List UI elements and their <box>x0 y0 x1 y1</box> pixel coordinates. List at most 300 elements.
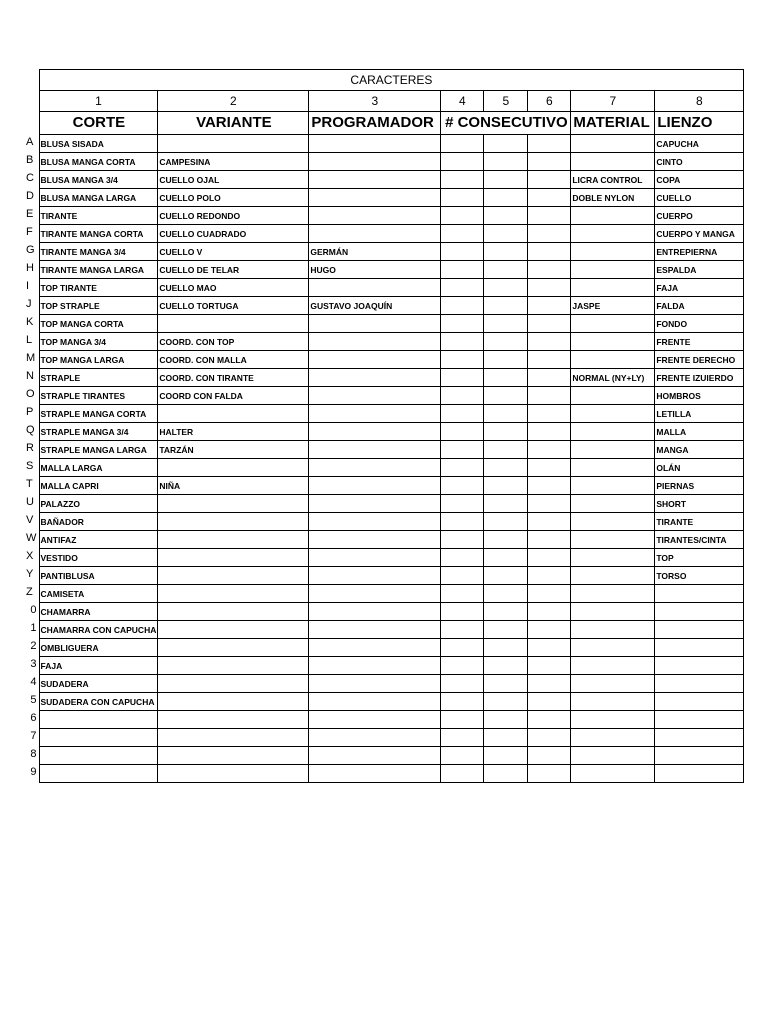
cell-consecutivo-5 <box>484 153 528 171</box>
row-key: Y <box>25 567 39 585</box>
cell-consecutivo-4 <box>441 405 484 423</box>
row-key: T <box>25 477 39 495</box>
table-row <box>25 279 744 297</box>
cell-material <box>571 711 655 729</box>
cell-consecutivo-5 <box>484 711 528 729</box>
row-key: 9 <box>25 765 39 783</box>
cell-lienzo <box>655 675 744 693</box>
cell-lienzo: FRENTE IZUIERDO <box>655 369 744 387</box>
table-row <box>25 171 744 189</box>
cell-consecutivo-6 <box>528 765 571 783</box>
cell-corte: MALLA LARGA <box>39 459 158 477</box>
cell-consecutivo-4 <box>441 369 484 387</box>
cell-corte: BLUSA SISADA <box>39 135 158 153</box>
cell-consecutivo-6 <box>528 549 571 567</box>
cell-lienzo <box>655 693 744 711</box>
cell-corte: STRAPLE MANGA LARGA <box>39 441 158 459</box>
cell-corte: TIRANTE <box>39 207 158 225</box>
table-row <box>25 405 744 423</box>
cell-consecutivo-4 <box>441 603 484 621</box>
cell-lienzo: MALLA <box>655 423 744 441</box>
cell-corte: MALLA CAPRI <box>39 477 158 495</box>
cell-programador <box>309 315 441 333</box>
cell-corte: BLUSA MANGA LARGA <box>39 189 158 207</box>
table-row <box>25 225 744 243</box>
row-key: 6 <box>25 711 39 729</box>
cell-corte: TIRANTE MANGA 3/4 <box>39 243 158 261</box>
cell-variante: COORD. CON TIRANTE <box>158 369 309 387</box>
cell-consecutivo-6 <box>528 333 571 351</box>
cell-material <box>571 207 655 225</box>
row-key: G <box>25 243 39 261</box>
cell-consecutivo-4 <box>441 189 484 207</box>
cell-material <box>571 261 655 279</box>
cell-consecutivo-5 <box>484 189 528 207</box>
header-corte: CORTE <box>39 112 158 135</box>
table-row <box>25 549 744 567</box>
cell-variante: CUELLO MAO <box>158 279 309 297</box>
cell-corte: VESTIDO <box>39 549 158 567</box>
cell-programador <box>309 441 441 459</box>
cell-consecutivo-4 <box>441 621 484 639</box>
table-row <box>25 477 744 495</box>
table-row <box>25 495 744 513</box>
cell-variante: COORD. CON MALLA <box>158 351 309 369</box>
table-row <box>25 459 744 477</box>
cell-programador <box>309 135 441 153</box>
table-row <box>25 729 744 747</box>
cell-programador <box>309 423 441 441</box>
cell-lienzo: TIRANTE <box>655 513 744 531</box>
cell-lienzo: HOMBROS <box>655 387 744 405</box>
cell-variante <box>158 315 309 333</box>
cell-lienzo: FONDO <box>655 315 744 333</box>
cell-programador <box>309 171 441 189</box>
cell-corte: STRAPLE MANGA 3/4 <box>39 423 158 441</box>
table-row <box>25 585 744 603</box>
row-key: 4 <box>25 675 39 693</box>
cell-programador <box>309 549 441 567</box>
cell-programador <box>309 657 441 675</box>
cell-corte: SUDADERA CON CAPUCHA <box>39 693 158 711</box>
header-programador: PROGRAMADOR <box>309 112 441 135</box>
cell-material: DOBLE NYLON <box>571 189 655 207</box>
cell-corte: TOP MANGA 3/4 <box>39 333 158 351</box>
table-row <box>25 423 744 441</box>
cell-consecutivo-4 <box>441 657 484 675</box>
cell-lienzo: FALDA <box>655 297 744 315</box>
row-key: P <box>25 405 39 423</box>
cell-consecutivo-4 <box>441 297 484 315</box>
cell-lienzo <box>655 729 744 747</box>
cell-consecutivo-6 <box>528 603 571 621</box>
cell-consecutivo-5 <box>484 675 528 693</box>
column-number: 6 <box>528 91 571 112</box>
cell-material <box>571 765 655 783</box>
header-variante: VARIANTE <box>158 112 309 135</box>
cell-material <box>571 333 655 351</box>
cell-consecutivo-5 <box>484 351 528 369</box>
cell-corte: TOP MANGA CORTA <box>39 315 158 333</box>
column-number: 3 <box>309 91 441 112</box>
cell-material <box>571 621 655 639</box>
table-row <box>25 765 744 783</box>
table-row <box>25 531 744 549</box>
cell-lienzo: FAJA <box>655 279 744 297</box>
row-key: I <box>25 279 39 297</box>
cell-variante: HALTER <box>158 423 309 441</box>
cell-variante <box>158 495 309 513</box>
row-key: D <box>25 189 39 207</box>
cell-lienzo: SHORT <box>655 495 744 513</box>
cell-consecutivo-5 <box>484 459 528 477</box>
cell-material <box>571 639 655 657</box>
cell-consecutivo-4 <box>441 153 484 171</box>
cell-material <box>571 243 655 261</box>
cell-material <box>571 459 655 477</box>
cell-variante <box>158 657 309 675</box>
cell-consecutivo-4 <box>441 135 484 153</box>
cell-consecutivo-5 <box>484 315 528 333</box>
cell-consecutivo-5 <box>484 171 528 189</box>
table-row <box>25 441 744 459</box>
cell-lienzo: CINTO <box>655 153 744 171</box>
cell-consecutivo-5 <box>484 243 528 261</box>
cell-consecutivo-4 <box>441 261 484 279</box>
row-key: 0 <box>25 603 39 621</box>
cell-consecutivo-5 <box>484 261 528 279</box>
cell-variante: COORD. CON TOP <box>158 333 309 351</box>
cell-consecutivo-6 <box>528 153 571 171</box>
cell-variante: CUELLO POLO <box>158 189 309 207</box>
row-key: B <box>25 153 39 171</box>
cell-lienzo: OLÁN <box>655 459 744 477</box>
cell-variante <box>158 693 309 711</box>
cell-consecutivo-5 <box>484 603 528 621</box>
cell-programador <box>309 621 441 639</box>
cell-corte: TOP TIRANTE <box>39 279 158 297</box>
table-row <box>25 153 744 171</box>
cell-lienzo <box>655 765 744 783</box>
cell-lienzo: MANGA <box>655 441 744 459</box>
column-number: 4 <box>441 91 484 112</box>
cell-corte: STRAPLE TIRANTES <box>39 387 158 405</box>
column-number: 5 <box>484 91 528 112</box>
cell-programador <box>309 639 441 657</box>
cell-consecutivo-4 <box>441 351 484 369</box>
cell-corte <box>39 729 158 747</box>
row-key: J <box>25 297 39 315</box>
cell-consecutivo-5 <box>484 405 528 423</box>
cell-variante <box>158 135 309 153</box>
cell-consecutivo-4 <box>441 315 484 333</box>
cell-consecutivo-6 <box>528 279 571 297</box>
cell-corte: CHAMARRA <box>39 603 158 621</box>
row-key: U <box>25 495 39 513</box>
cell-material <box>571 603 655 621</box>
cell-consecutivo-4 <box>441 549 484 567</box>
cell-material <box>571 531 655 549</box>
cell-consecutivo-4 <box>441 711 484 729</box>
cell-lienzo: CUELLO <box>655 189 744 207</box>
row-key: M <box>25 351 39 369</box>
header-lienzo: LIENZO <box>655 112 744 135</box>
cell-consecutivo-5 <box>484 729 528 747</box>
cell-consecutivo-5 <box>484 423 528 441</box>
row-key: N <box>25 369 39 387</box>
cell-lienzo: TOP <box>655 549 744 567</box>
cell-programador <box>309 567 441 585</box>
row-key: R <box>25 441 39 459</box>
cell-programador: HUGO <box>309 261 441 279</box>
cell-consecutivo-5 <box>484 477 528 495</box>
row-key: 5 <box>25 693 39 711</box>
cell-consecutivo-5 <box>484 585 528 603</box>
row-key: Z <box>25 585 39 603</box>
cell-variante: CUELLO TORTUGA <box>158 297 309 315</box>
column-number: 2 <box>158 91 309 112</box>
cell-material <box>571 387 655 405</box>
table-row <box>25 513 744 531</box>
cell-lienzo: CUERPO Y MANGA <box>655 225 744 243</box>
cell-material <box>571 153 655 171</box>
cell-consecutivo-4 <box>441 207 484 225</box>
cell-consecutivo-6 <box>528 459 571 477</box>
cell-programador <box>309 333 441 351</box>
cell-variante: CUELLO CUADRADO <box>158 225 309 243</box>
cell-lienzo: LETILLA <box>655 405 744 423</box>
cell-corte: TOP MANGA LARGA <box>39 351 158 369</box>
cell-programador <box>309 513 441 531</box>
row-key: F <box>25 225 39 243</box>
cell-programador <box>309 765 441 783</box>
cell-programador <box>309 711 441 729</box>
cell-variante <box>158 711 309 729</box>
cell-lienzo <box>655 621 744 639</box>
row-key: 7 <box>25 729 39 747</box>
cell-programador <box>309 153 441 171</box>
cell-consecutivo-5 <box>484 531 528 549</box>
row-key: W <box>25 531 39 549</box>
cell-consecutivo-6 <box>528 567 571 585</box>
table-row <box>25 189 744 207</box>
cell-consecutivo-6 <box>528 711 571 729</box>
cell-lienzo: PIERNAS <box>655 477 744 495</box>
cell-consecutivo-6 <box>528 531 571 549</box>
cell-corte: OMBLIGUERA <box>39 639 158 657</box>
row-key: A <box>25 135 39 153</box>
cell-lienzo <box>655 639 744 657</box>
cell-consecutivo-5 <box>484 567 528 585</box>
row-key: 8 <box>25 747 39 765</box>
cell-consecutivo-5 <box>484 657 528 675</box>
cell-programador <box>309 531 441 549</box>
cell-variante <box>158 531 309 549</box>
cell-variante <box>158 639 309 657</box>
cell-lienzo: CAPUCHA <box>655 135 744 153</box>
cell-variante <box>158 585 309 603</box>
cell-programador <box>309 459 441 477</box>
corner-cell <box>25 112 39 135</box>
cell-consecutivo-6 <box>528 639 571 657</box>
cell-programador <box>309 693 441 711</box>
cell-material <box>571 549 655 567</box>
cell-corte: PALAZZO <box>39 495 158 513</box>
cell-consecutivo-4 <box>441 279 484 297</box>
cell-corte: CHAMARRA CON CAPUCHA <box>39 621 158 639</box>
cell-lienzo <box>655 747 744 765</box>
cell-programador <box>309 387 441 405</box>
cell-consecutivo-5 <box>484 279 528 297</box>
cell-lienzo: TORSO <box>655 567 744 585</box>
cell-corte: TOP STRAPLE <box>39 297 158 315</box>
cell-material <box>571 135 655 153</box>
cell-consecutivo-4 <box>441 243 484 261</box>
table-row <box>25 711 744 729</box>
cell-corte: ANTIFAZ <box>39 531 158 549</box>
cell-variante: CUELLO DE TELAR <box>158 261 309 279</box>
row-key: 2 <box>25 639 39 657</box>
table-row <box>25 351 744 369</box>
cell-material <box>571 675 655 693</box>
cell-consecutivo-6 <box>528 171 571 189</box>
corner-cell <box>25 91 39 112</box>
cell-material <box>571 747 655 765</box>
cell-programador <box>309 189 441 207</box>
cell-consecutivo-5 <box>484 225 528 243</box>
cell-corte: PANTIBLUSA <box>39 567 158 585</box>
cell-programador <box>309 747 441 765</box>
cell-corte <box>39 747 158 765</box>
cell-corte: TIRANTE MANGA CORTA <box>39 225 158 243</box>
cell-consecutivo-6 <box>528 369 571 387</box>
row-key: H <box>25 261 39 279</box>
cell-consecutivo-5 <box>484 747 528 765</box>
cell-variante: NIÑA <box>158 477 309 495</box>
cell-consecutivo-4 <box>441 585 484 603</box>
cell-consecutivo-6 <box>528 405 571 423</box>
cell-programador <box>309 585 441 603</box>
row-key: V <box>25 513 39 531</box>
cell-consecutivo-5 <box>484 333 528 351</box>
cell-corte: BLUSA MANGA 3/4 <box>39 171 158 189</box>
cell-consecutivo-6 <box>528 495 571 513</box>
table-row <box>25 333 744 351</box>
cell-programador <box>309 603 441 621</box>
cell-consecutivo-6 <box>528 387 571 405</box>
cell-lienzo <box>655 603 744 621</box>
corner-cell <box>25 70 39 91</box>
cell-material <box>571 279 655 297</box>
cell-corte: CAMISETA <box>39 585 158 603</box>
cell-material <box>571 495 655 513</box>
cell-programador: GERMÁN <box>309 243 441 261</box>
cell-consecutivo-4 <box>441 171 484 189</box>
cell-consecutivo-4 <box>441 225 484 243</box>
table-row <box>25 639 744 657</box>
cell-consecutivo-4 <box>441 513 484 531</box>
cell-consecutivo-5 <box>484 135 528 153</box>
cell-programador <box>309 675 441 693</box>
table-row <box>25 387 744 405</box>
cell-consecutivo-4 <box>441 423 484 441</box>
cell-consecutivo-5 <box>484 441 528 459</box>
cell-material <box>571 567 655 585</box>
cell-lienzo: COPA <box>655 171 744 189</box>
cell-material <box>571 513 655 531</box>
row-key: Q <box>25 423 39 441</box>
cell-programador <box>309 279 441 297</box>
header-consecutivo: # CONSECUTIVO <box>441 112 571 135</box>
cell-consecutivo-5 <box>484 495 528 513</box>
cell-consecutivo-5 <box>484 765 528 783</box>
cell-consecutivo-6 <box>528 675 571 693</box>
row-key: E <box>25 207 39 225</box>
cell-lienzo: CUERPO <box>655 207 744 225</box>
cell-consecutivo-6 <box>528 243 571 261</box>
cell-consecutivo-4 <box>441 459 484 477</box>
cell-corte: SUDADERA <box>39 675 158 693</box>
table-row <box>25 207 744 225</box>
cell-variante: CUELLO REDONDO <box>158 207 309 225</box>
cell-consecutivo-5 <box>484 207 528 225</box>
cell-variante: CUELLO V <box>158 243 309 261</box>
table-row <box>25 621 744 639</box>
cell-consecutivo-5 <box>484 387 528 405</box>
cell-variante <box>158 459 309 477</box>
cell-programador: GUSTAVO JOAQUÍN <box>309 297 441 315</box>
cell-consecutivo-4 <box>441 387 484 405</box>
cell-consecutivo-6 <box>528 747 571 765</box>
cell-consecutivo-6 <box>528 585 571 603</box>
cell-corte <box>39 711 158 729</box>
header-material: MATERIAL <box>571 112 655 135</box>
cell-material: NORMAL (NY+LY) <box>571 369 655 387</box>
cell-lienzo: ESPALDA <box>655 261 744 279</box>
cell-material: LICRA CONTROL <box>571 171 655 189</box>
cell-consecutivo-6 <box>528 441 571 459</box>
table-row <box>25 369 744 387</box>
cell-variante <box>158 765 309 783</box>
table-row <box>25 747 744 765</box>
cell-consecutivo-6 <box>528 351 571 369</box>
table-row <box>25 243 744 261</box>
cell-programador <box>309 207 441 225</box>
cell-consecutivo-4 <box>441 675 484 693</box>
table-row <box>25 693 744 711</box>
cell-programador <box>309 351 441 369</box>
cell-variante: CUELLO OJAL <box>158 171 309 189</box>
cell-consecutivo-5 <box>484 297 528 315</box>
cell-material <box>571 423 655 441</box>
table-row <box>25 297 744 315</box>
cell-material <box>571 585 655 603</box>
row-key: 3 <box>25 657 39 675</box>
cell-consecutivo-6 <box>528 315 571 333</box>
table-row <box>25 315 744 333</box>
cell-variante: TARZÁN <box>158 441 309 459</box>
column-number: 7 <box>571 91 655 112</box>
cell-corte: TIRANTE MANGA LARGA <box>39 261 158 279</box>
cell-material <box>571 477 655 495</box>
row-key: X <box>25 549 39 567</box>
cell-variante <box>158 567 309 585</box>
cell-consecutivo-6 <box>528 189 571 207</box>
cell-programador <box>309 495 441 513</box>
cell-corte: BLUSA MANGA CORTA <box>39 153 158 171</box>
cell-corte: FAJA <box>39 657 158 675</box>
cell-material <box>571 693 655 711</box>
